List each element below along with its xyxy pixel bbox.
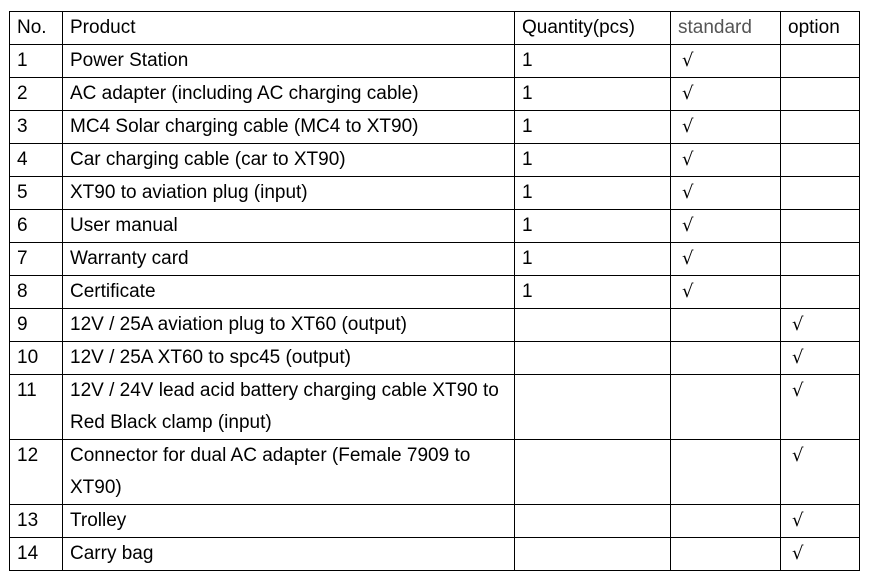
cell-option [781,243,860,276]
table-row [10,375,860,440]
check-mark-icon: √ [792,314,804,335]
table-row [10,243,860,276]
cell-option [781,276,860,309]
cell-option [781,177,860,210]
cell-quantity [515,538,671,571]
cell-standard [671,144,781,177]
cell-quantity [515,309,671,342]
table-row [10,276,860,309]
cell-standard [671,111,781,144]
table-row [10,78,860,111]
cell-standard [671,342,781,375]
cell-standard [671,538,781,571]
cell-quantity: 1 [515,111,671,144]
check-mark-icon: √ [792,543,804,564]
cell-quantity [515,440,671,505]
cell-no: 8 [10,276,63,309]
cell-no: 3 [10,111,63,144]
cell-product: Connector for dual AC adapter (Female 7909 to XT90) [63,440,515,505]
cell-quantity [515,342,671,375]
cell-product: Power Station [63,45,515,78]
cell-no: 10 [10,342,63,375]
header-option: option [781,12,860,45]
cell-standard [671,210,781,243]
check-mark-icon: √ [792,347,804,368]
check-mark-icon: √ [792,445,804,466]
cell-standard [671,243,781,276]
cell-no: 5 [10,177,63,210]
header-quantity: Quantity(pcs) [515,12,671,45]
table-row [10,45,860,78]
cell-quantity [515,375,671,440]
cell-product: 12V / 24V lead acid battery charging cable XT90 to Red Black clamp (input) [63,375,515,440]
cell-product: Warranty card [63,243,515,276]
cell-option [781,375,860,440]
cell-quantity [515,505,671,538]
cell-product: AC adapter (including AC charging cable) [63,78,515,111]
cell-no: 6 [10,210,63,243]
cell-option [781,440,860,505]
table-row [10,309,860,342]
cell-standard [671,309,781,342]
cell-quantity: 1 [515,177,671,210]
table-row [10,440,860,505]
cell-product: XT90 to aviation plug (input) [63,177,515,210]
cell-product: 12V / 25A XT60 to spc45 (output) [63,342,515,375]
header-product: Product [63,12,515,45]
cell-no: 13 [10,505,63,538]
check-mark-icon: √ [682,149,694,170]
cell-product: User manual [63,210,515,243]
cell-no: 12 [10,440,63,505]
cell-standard [671,505,781,538]
cell-option [781,144,860,177]
cell-no: 2 [10,78,63,111]
table-row [10,111,860,144]
packing-list-table [9,11,860,571]
cell-product: 12V / 25A aviation plug to XT60 (output) [63,309,515,342]
cell-option [781,210,860,243]
header-no: No. [10,12,63,45]
cell-quantity: 1 [515,78,671,111]
cell-option [781,505,860,538]
header-standard: standard [671,12,781,45]
cell-quantity: 1 [515,144,671,177]
table-row [10,210,860,243]
check-mark-icon: √ [682,83,694,104]
cell-option [781,538,860,571]
cell-no: 4 [10,144,63,177]
check-mark-icon: √ [792,510,804,531]
cell-standard [671,440,781,505]
check-mark-icon: √ [792,380,804,401]
table-row [10,177,860,210]
cell-standard [671,78,781,111]
cell-standard [671,276,781,309]
check-mark-icon: √ [682,248,694,269]
check-mark-icon: √ [682,116,694,137]
header-row [10,12,860,45]
table-row [10,538,860,571]
cell-option [781,309,860,342]
cell-no: 14 [10,538,63,571]
cell-quantity: 1 [515,243,671,276]
cell-no: 9 [10,309,63,342]
cell-quantity: 1 [515,210,671,243]
check-mark-icon: √ [682,182,694,203]
cell-option [781,78,860,111]
cell-product: Car charging cable (car to XT90) [63,144,515,177]
cell-standard [671,45,781,78]
cell-no: 11 [10,375,63,440]
cell-option [781,111,860,144]
check-mark-icon: √ [682,50,694,71]
cell-product: MC4 Solar charging cable (MC4 to XT90) [63,111,515,144]
table-row [10,505,860,538]
cell-product: Trolley [63,505,515,538]
table-row [10,342,860,375]
cell-quantity: 1 [515,45,671,78]
cell-standard [671,177,781,210]
check-mark-icon: √ [682,215,694,236]
cell-no: 1 [10,45,63,78]
cell-product: Carry bag [63,538,515,571]
table-row [10,144,860,177]
check-mark-icon: √ [682,281,694,302]
cell-no: 7 [10,243,63,276]
cell-standard [671,375,781,440]
cell-quantity: 1 [515,276,671,309]
cell-option [781,45,860,78]
table-body [10,45,860,571]
cell-product: Certificate [63,276,515,309]
cell-option [781,342,860,375]
